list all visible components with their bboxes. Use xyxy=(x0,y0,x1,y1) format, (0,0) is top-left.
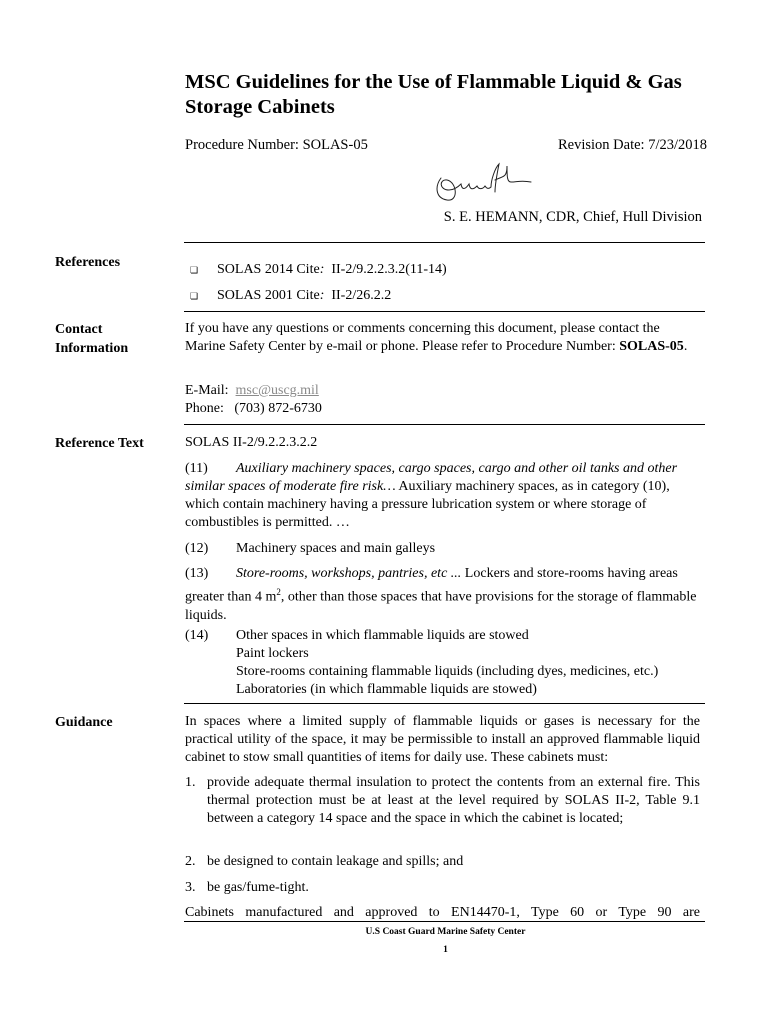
references-label: References xyxy=(55,255,121,270)
divider xyxy=(184,703,705,704)
guidance-last-line: Cabinets manufactured and approved to EN14470-1, Type 60 or Type 90 are xyxy=(185,905,700,920)
paragraph-12: (12) Machinery spaces and main galleys xyxy=(185,541,436,556)
paragraph-11: (11) Auxiliary machinery spaces, cargo spaces, cargo and other oil tanks and other similar spaces of moderate fire risk… Auxiliary machinery spaces, as in category (10), which contain machinery having a pressure lubrication system or where storage of combustibles is permitted. … xyxy=(185,461,678,530)
contact-details: E-Mail: msc@uscg.mil Phone: (703) 872-6730 xyxy=(185,383,322,416)
list-item: be gas/fume-tight. xyxy=(207,880,309,895)
checkbox-bullet-icon: ❏ xyxy=(190,291,199,301)
reference-text-label: Reference Text xyxy=(55,436,144,451)
footer-divider xyxy=(184,921,705,922)
contact-label: Contact Information xyxy=(55,322,129,356)
list-item: be designed to contain leakage and spills; and xyxy=(207,854,464,869)
reference-item: SOLAS 2001 Cite: II-2/26.2.2 xyxy=(217,288,392,303)
procedure-number: Procedure Number: SOLAS-05 xyxy=(185,137,368,153)
list-number: 3. xyxy=(185,880,196,895)
document-title: MSC Guidelines for the Use of Flammable Liquid & Gas Storage Cabinets xyxy=(185,71,682,118)
guidance-intro: In spaces where a limited supply of flammable liquids or gases is necessary for the practical utility of the space, it may be permissible to install an approved flammable liquid cabinet to stow small quantities of items for daily use. These cabinets must: xyxy=(185,714,700,765)
reference-text-heading: SOLAS II-2/9.2.2.3.2.2 xyxy=(185,435,318,450)
list-item: Paint lockers xyxy=(236,646,309,661)
list-number: 1. xyxy=(185,775,196,790)
divider xyxy=(184,311,705,312)
footer-org: U.S Coast Guard Marine Safety Center xyxy=(365,927,526,937)
checkbox-bullet-icon: ❏ xyxy=(190,265,199,275)
page-number: 1 xyxy=(443,945,448,955)
divider xyxy=(184,242,705,243)
list-item: Store-rooms containing flammable liquids (including dyes, medicines, etc.) xyxy=(236,664,659,679)
paragraph-14: (14) Other spaces in which flammable liquids are stowed Paint lockers Store-rooms containing flammable liquids (including dyes, medicines, etc.) Laboratories (in which flammable liquids are stowed) xyxy=(185,627,700,699)
contact-paragraph: If you have any questions or comments concerning this document, please contact the Marine Safety Center by e-mail or phone. Please refer to Procedure Number: SOLAS-05. xyxy=(185,321,688,354)
divider xyxy=(184,424,705,425)
email-link[interactable]: msc@uscg.mil xyxy=(235,383,319,398)
signature-image xyxy=(425,160,535,215)
reference-item: SOLAS 2014 Cite: II-2/9.2.2.3.2(11-14) xyxy=(217,262,447,277)
list-number: 2. xyxy=(185,854,196,869)
revision-date: Revision Date: 7/23/2018 xyxy=(557,137,707,153)
list-item: Laboratories (in which flammable liquids are stowed) xyxy=(236,682,537,697)
signer-name: S. E. HEMANN, CDR, Chief, Hull Division xyxy=(443,209,702,225)
paragraph-13: (13) Store-rooms, workshops, pantries, etc ... Lockers and store-rooms having areas greater than 4 $m^2$, other than those spaces that have provisions for the storage of flammable liquids. xyxy=(185,566,697,623)
guidance-label: Guidance xyxy=(55,715,113,730)
list-item: provide adequate thermal insulation to protect the contents from an external fire. This thermal protection must be at least at the level required by SOLAS II-2, Table 9.1 between a category 14 space and the space in which the cabinet is located; xyxy=(207,775,700,826)
